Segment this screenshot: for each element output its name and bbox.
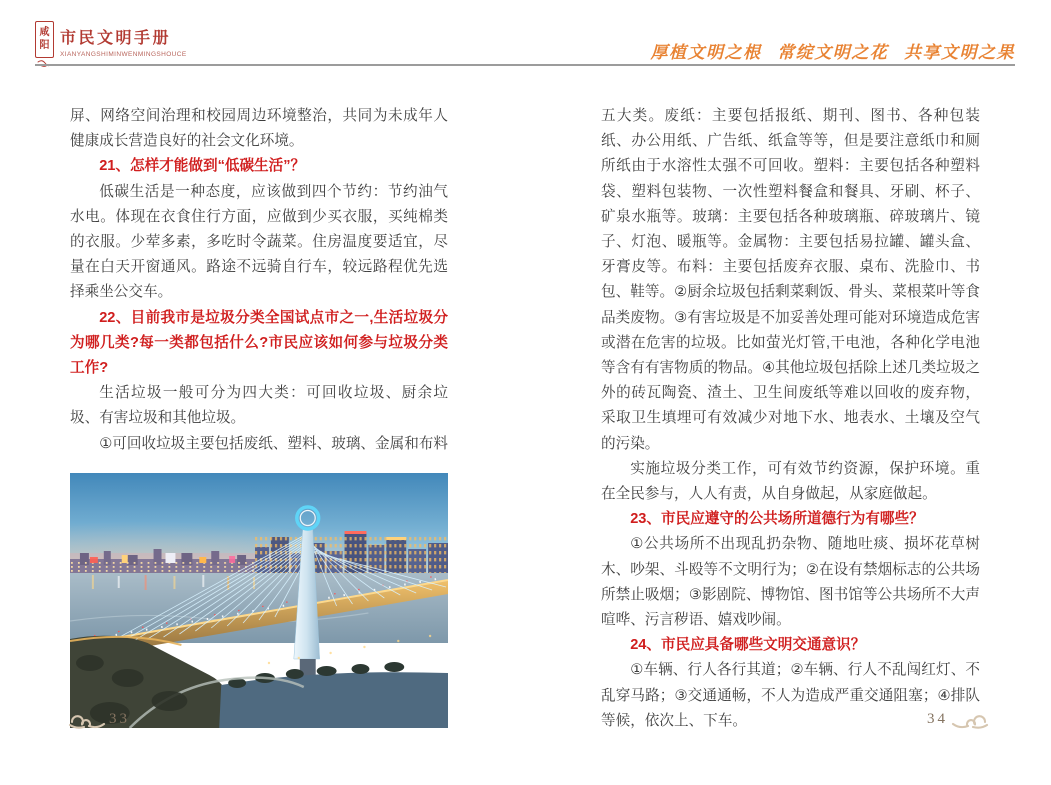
body-paragraph: 屏、网络空间治理和校园周边环境整治，共同为未成年人健康成长营造良好的社会文化环境。 [70, 108, 448, 150]
handbook-pinyin: XIANYANGSHIMINWENMINGSHOUCE [60, 51, 187, 58]
left-page [70, 104, 448, 728]
body-paragraph: ①公共场所不出现乱扔杂物、随地吐痰、损坏花草树木、吵架、斗殴等不文明行为；②在设有禁烟标志的公共场所禁止吸烟；③影剧院、博物馆、图书馆等公共场所不大声喧哗、污言秽语、嬉戏吵闹。 [601, 536, 980, 629]
question-heading: 21、怎样才能做到“低碳生活”？ [99, 158, 306, 175]
handbook-logo [35, 21, 187, 68]
body-paragraph: ①车辆、行人各行其道；②车辆、行人不乱闯红灯、不乱穿马路；③交通通畅，不人为造成严重交通阻塞；④排队等候，依次上、下车。 [601, 662, 980, 729]
question-heading: 22、目前我市是垃圾分类全国试点市之一,生活垃圾分为哪几类?每一类都包括什么?市民应该如何参与垃圾分类工作? [70, 309, 448, 377]
body-paragraph: 生活垃圾一般可分为四大类：可回收垃圾、厨余垃圾、有害垃圾和其他垃圾。 [70, 385, 448, 427]
cloud-ornament-icon [951, 708, 991, 730]
page-number: 34 [927, 710, 948, 727]
xianyang-seal-icon [35, 21, 54, 58]
header-tagline: 厚植文明之根 常绽文明之花 共享文明之果 [650, 43, 1015, 62]
right-column-paragraphs [601, 104, 980, 734]
page-footer-right [927, 708, 991, 730]
body-paragraph: 低碳生活是一种态度，应该做到四个节约：节约油气水电。体现在衣食住行方面，应做到少买衣服，买纯棉类的衣服。少荤多素，多吃时令蔬菜。住房温度要适宜，尽量在白天开窗通风。路途不远骑自行车，较远路程优先选择乘坐公交车。 [70, 183, 448, 301]
body-paragraph: ①可回收垃圾主要包括废纸、塑料、玻璃、金属和布料 [99, 435, 448, 452]
header-divider [35, 64, 1015, 66]
left-column-paragraphs [70, 104, 448, 457]
page-footer-left [66, 708, 130, 730]
body-paragraph: 实施垃圾分类工作，可有效节约资源，保护环境。重在全民参与，人人有责，从自身做起，从家庭做起。 [601, 460, 980, 503]
page-number: 33 [109, 710, 130, 727]
seal-char: 阳 [39, 39, 50, 51]
right-page [601, 104, 980, 734]
seal-char: 咸 [39, 27, 50, 38]
handbook-title: 市民文明手册 [60, 30, 172, 47]
question-heading: 23、市民应遵守的公共场所道德行为有哪些？ [630, 511, 924, 528]
bridge-night-cityscape-photo [70, 473, 448, 728]
question-heading: 24、市民应具备哪些文明交通意识？ [630, 637, 866, 654]
cloud-ornament-icon [66, 708, 106, 730]
body-paragraph: 五大类。废纸：主要包括报纸、期刊、图书、各种包装纸、办公用纸、广告纸、纸盒等等，但是要注意纸巾和厕所纸由于水溶性太强不可回收。塑料：主要包括各种塑料袋、塑料包装物、一次性塑料餐盒和餐具、牙刷、杯子、矿泉水瓶等。玻璃：主要包括各种玻璃瓶、碎玻璃片、镜子、灯泡、暖瓶等。金属物：主要包括易拉罐、罐头盒、牙膏皮等。布料：主要包括废弃衣服、桌布、洗脸巾、书包、鞋等。②厨余垃圾包括剩菜剩饭、骨头、菜根菜叶等食品类废物。③有害垃圾是不加妥善处理可能对环境造成危害或潜在危害的垃圾。比如萤光灯管,干电池，各种化学电池等含有有害物质的物品。④其他垃圾包括除上述几类垃圾之外的砖瓦陶瓷、渣土、卫生间废纸等难以回收的废弃物，采取卫生填埋可有效减少对地下水、地表水、土壤及空气的污染。 [601, 108, 980, 452]
